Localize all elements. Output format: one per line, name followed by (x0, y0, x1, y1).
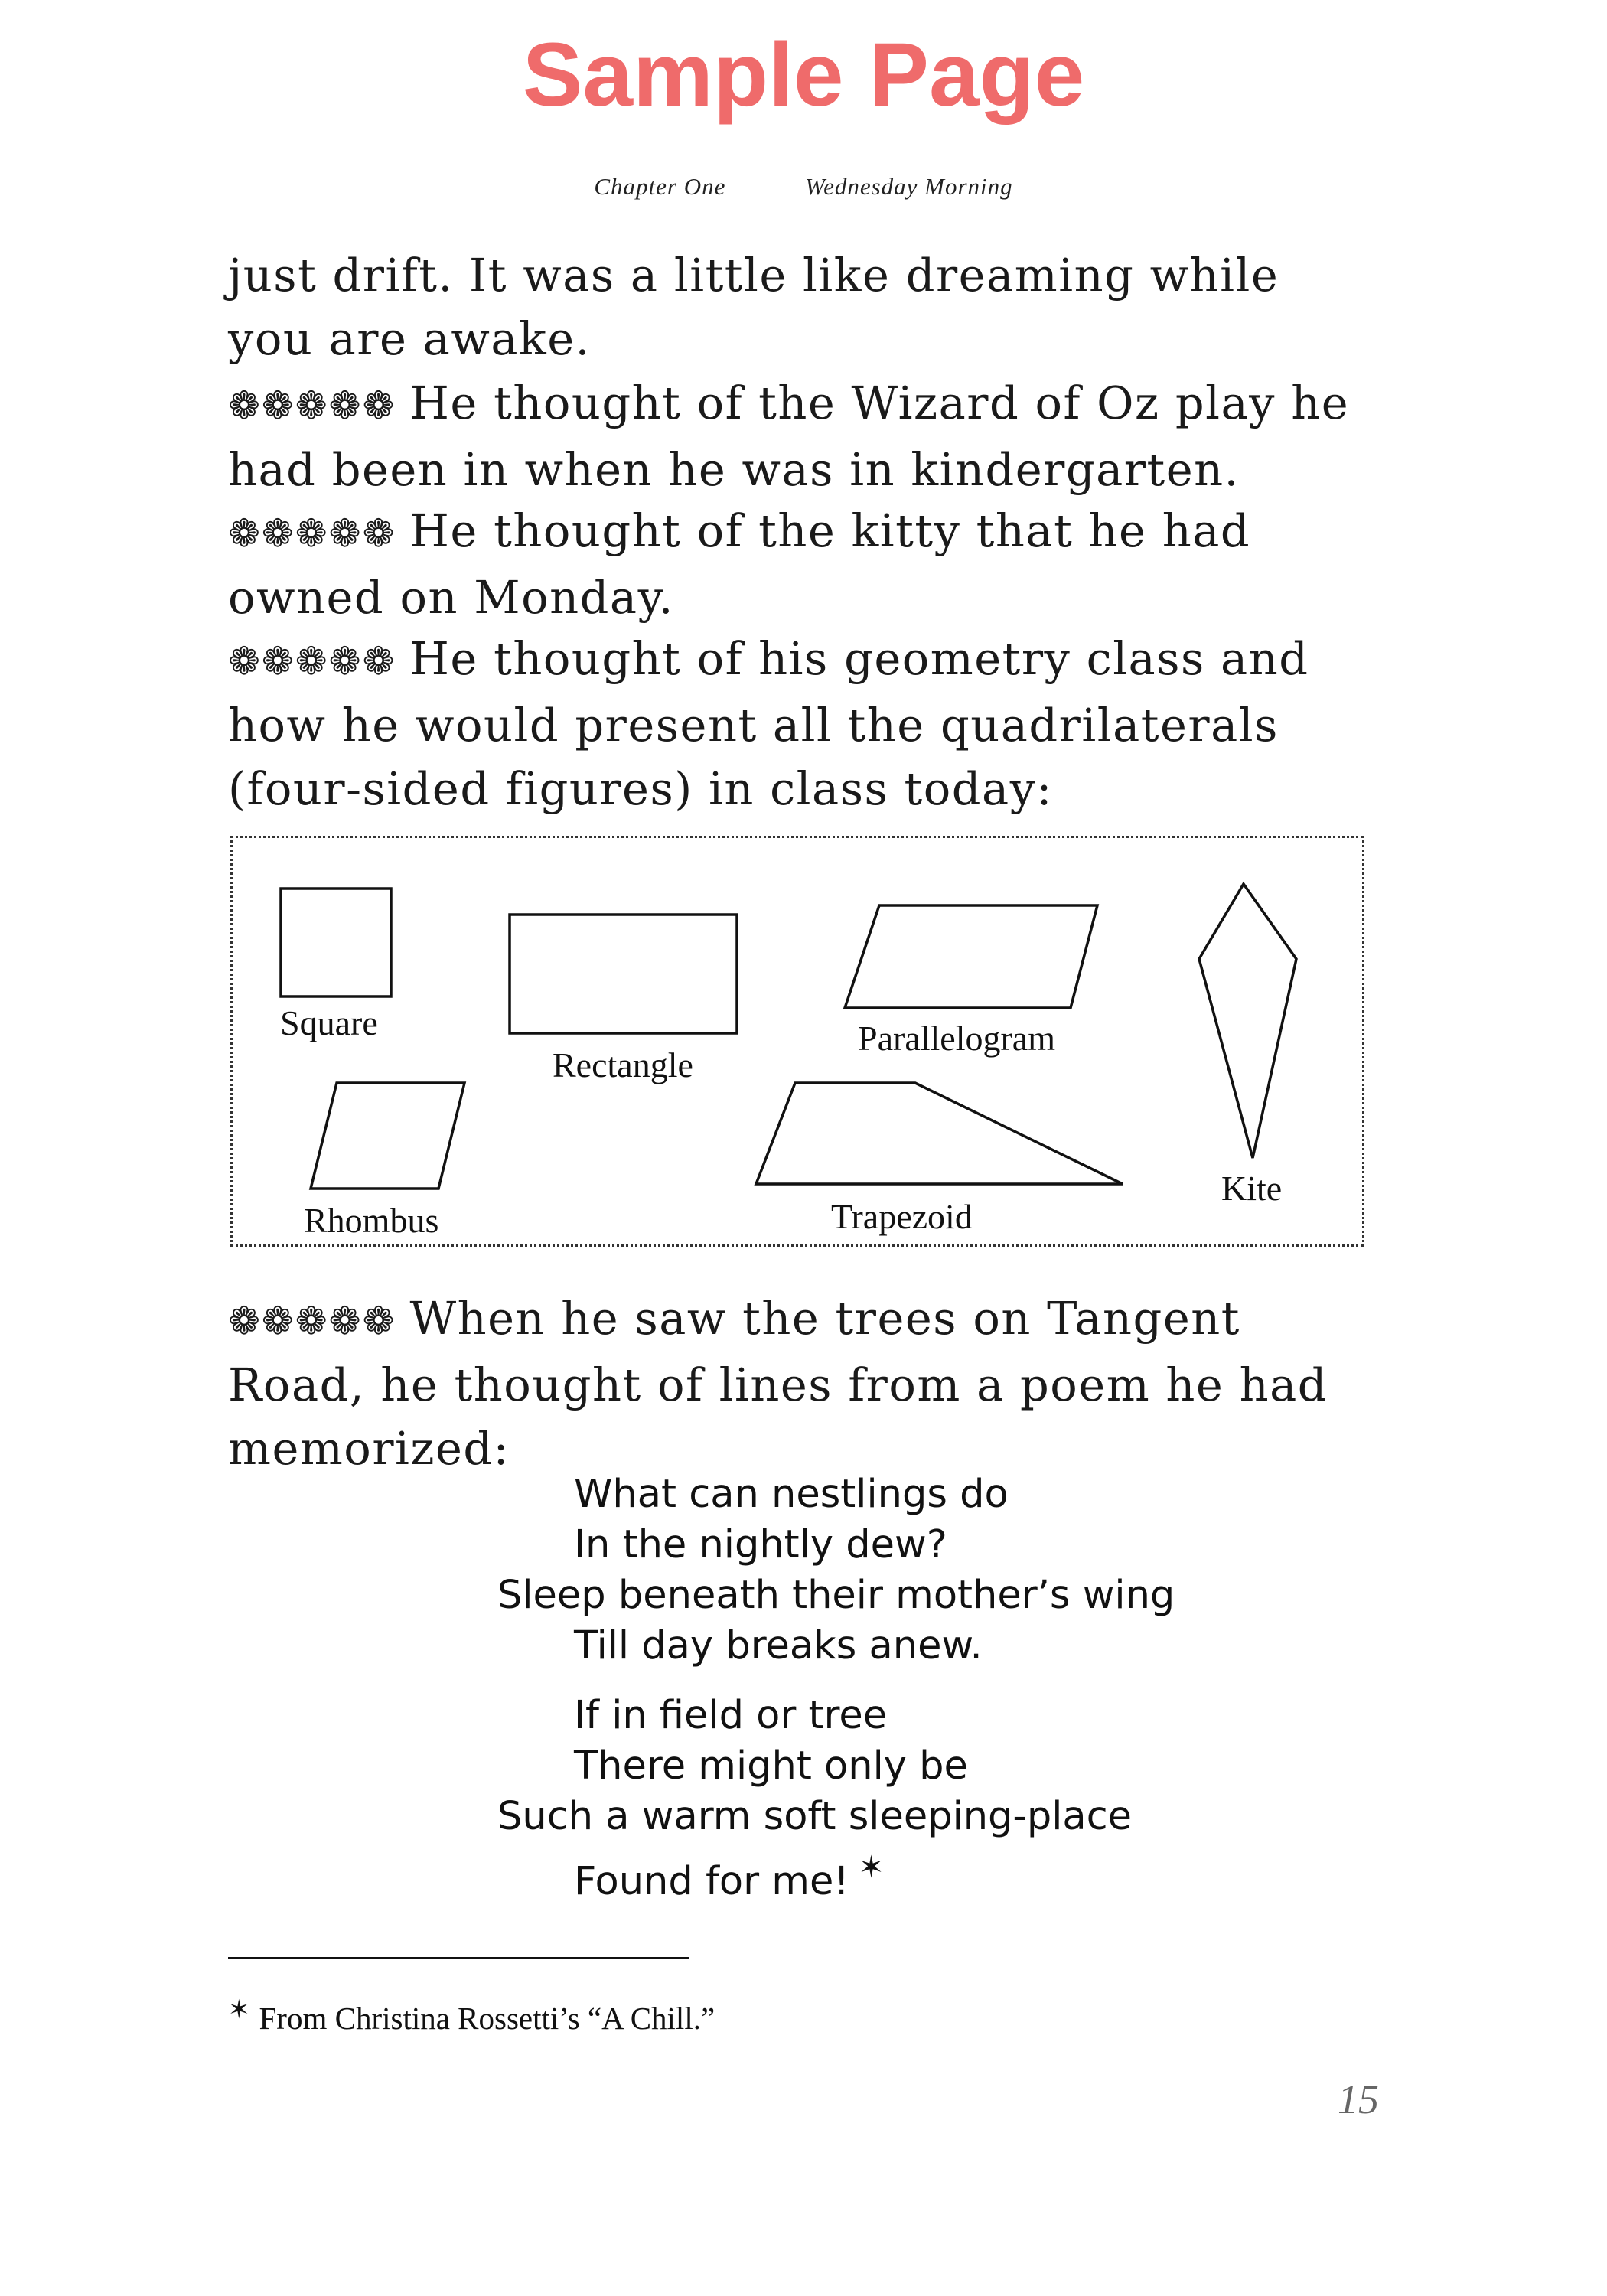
paragraph-3 (228, 499, 1407, 629)
footnote-star-icon: ✶ (228, 1996, 250, 2024)
text-line: (four-sided figures) in class today: (228, 762, 1053, 815)
rectangle-shape (510, 915, 737, 1033)
quadrilaterals-diagram (233, 838, 1367, 1249)
rhombus-shape (311, 1083, 464, 1189)
kite-shape (1199, 884, 1296, 1158)
trapezoid-label: Trapezoid (831, 1197, 973, 1236)
rhombus-label: Rhombus (304, 1201, 439, 1240)
poem-line: Sleep beneath their mother’s wing (497, 1573, 1175, 1618)
text-line: Road, he thought of lines from a poem he had (228, 1358, 1328, 1411)
poem-line: If in field or tree (574, 1693, 888, 1738)
section-label: Wednesday Morning (805, 173, 1013, 200)
footnote-star-icon: ✶ (858, 1850, 885, 1885)
poem-line: There might only be (574, 1743, 968, 1789)
paragraph-4 (228, 627, 1407, 820)
trapezoid-shape (756, 1083, 1123, 1184)
paragraph-5 (228, 1287, 1407, 1480)
poem-line: In the nightly dew? (574, 1522, 947, 1567)
parallelogram-shape (845, 905, 1097, 1008)
parallelogram-label: Parallelogram (858, 1019, 1056, 1058)
kite-label: Kite (1221, 1169, 1283, 1208)
flower-ornament-icon: ❁❁❁❁❁ (228, 639, 396, 683)
poem-line: Such a warm soft sleeping-place (497, 1794, 1133, 1839)
text-line: you are awake. (228, 312, 591, 365)
page-number: 15 (1338, 2076, 1379, 2122)
running-head (0, 173, 1607, 201)
text-line: When he saw the trees on Tangent (409, 1292, 1240, 1345)
poem-line: Found for me! (574, 1859, 849, 1904)
text-line: how he would present all the quadrilaterals (228, 699, 1279, 752)
text-line: He thought of the kitty that he had (409, 504, 1251, 557)
poem-line-with-footnote (497, 1842, 1339, 1904)
poem-line: Till day breaks anew. (574, 1623, 983, 1668)
sample-page-watermark: Sample Page (522, 24, 1085, 126)
poem-stanza-1 (497, 1469, 1339, 1671)
text-line: He thought of his geometry class and (409, 632, 1309, 685)
text-line: memorized: (228, 1422, 510, 1475)
footnote (228, 1994, 715, 2037)
paragraph-1 (228, 243, 1407, 370)
square-label: Square (280, 1003, 378, 1042)
quadrilaterals-figure (230, 836, 1364, 1247)
text-line: just drift. It was a little like dreaming while (228, 249, 1279, 302)
text-line: had been in when he was in kindergarten. (228, 443, 1240, 496)
chapter-label: Chapter One (594, 173, 726, 200)
poem-stanza-2 (497, 1691, 1339, 1904)
text-line: owned on Monday. (228, 571, 674, 624)
flower-ornament-icon: ❁❁❁❁❁ (228, 1299, 396, 1343)
paragraph-2 (228, 371, 1407, 501)
footnote-text: From Christina Rossetti’s “A Chill.” (259, 2001, 715, 2036)
flower-ornament-icon: ❁❁❁❁❁ (228, 383, 396, 428)
text-line: He thought of the Wizard of Oz play he (409, 377, 1350, 429)
square-shape (281, 889, 391, 996)
rectangle-label: Rectangle (553, 1045, 693, 1084)
footnote-divider (228, 1957, 689, 1959)
poem-line: What can nestlings do (574, 1472, 1009, 1517)
flower-ornament-icon: ❁❁❁❁❁ (228, 511, 396, 556)
